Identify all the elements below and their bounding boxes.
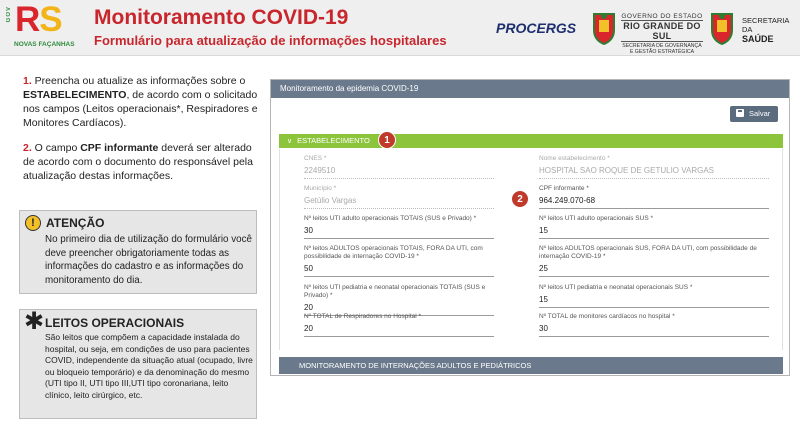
uti-pediatria-sus-input[interactable]: Nº leitos UTI pediatria e neonatal operacionais SUS * 15: [539, 284, 769, 308]
step-1-badge: 1: [378, 131, 396, 149]
step-2-badge: 2: [511, 190, 529, 208]
government-logo-text: GOVERNO DO ESTADO RIO GRANDE DO SUL SECRETARIA DE GOVERNANÇA E GESTÃO ESTRATÉGICA: [621, 13, 703, 55]
state-crest-icon: [590, 10, 618, 46]
asterisk-icon: ✱: [24, 308, 45, 335]
section-monitoramento-internacoes[interactable]: MONITORAMENTO DE INTERNAÇÕES ADULTOS E PEDIÁTRICOS: [279, 357, 783, 374]
section-estabelecimento[interactable]: ∨ ESTABELECIMENTO: [279, 134, 783, 148]
leitos-info-box: [19, 309, 257, 419]
uti-adulto-totais-input[interactable]: Nº leitos UTI adulto operacionais TOTAIS (SUS e Privado) * 30: [304, 215, 494, 239]
chevron-down-icon: ∨: [287, 138, 293, 145]
page-subtitle: Formulário para atualização de informações hospitalares: [94, 33, 447, 48]
save-icon: [736, 109, 744, 117]
logo-subtitle: NOVAS FAÇANHAS: [14, 41, 75, 48]
page-title: Monitoramento COVID-19: [94, 6, 349, 29]
leitos-text: São leitos que compõem a capacidade instalada do hospital, ou seja, em condições de uso para pacientes COVID, independente da situação atual (ocupado, livre ou bloqueio temporário) e da denominação do mesmo (UTI tipo II, UTI tipo III,UTI tipo coronariana, leito clínico, leito cirúrgico, etc.: [45, 332, 253, 400]
warning-icon: !: [25, 215, 41, 231]
municipio-field: Município * Getúlio Vargas: [304, 185, 494, 209]
logo-gov-text: GOV: [6, 6, 12, 23]
page-header: [0, 0, 800, 56]
save-button[interactable]: Salvar: [730, 106, 778, 122]
procergs-logo: PROCERGS: [496, 20, 577, 36]
nome-estabelecimento-field: Nome estabelecimento * HOSPITAL SAO ROQUE DE GETULIO VARGAS: [539, 155, 769, 179]
instructions: [23, 74, 263, 194]
uti-adulto-sus-input[interactable]: Nº leitos UTI adulto operacionais SUS * 15: [539, 215, 769, 239]
instruction-step-2: 2. O campo CPF informante deverá ser alterado de acordo com o documento do responsável pela atualização destas informações.: [23, 142, 253, 182]
attention-box: [19, 210, 257, 294]
estabelecimento-fields: [279, 149, 783, 350]
health-crest-icon: [708, 10, 736, 46]
form-panel: [270, 79, 790, 376]
cpf-informante-input[interactable]: CPF informante * 964.249.070-68: [539, 185, 769, 209]
health-secretariat-text: SECRETARIA DA SAÚDE: [742, 16, 789, 44]
instruction-step-1: 1. Preencha ou atualize as informações sobre o ESTABELECIMENTO, de acordo com o solicitado nos campos (Leitos operacionais*, Respiradores e Monitores Cardíacos).: [23, 75, 258, 129]
adultos-totais-input[interactable]: Nº leitos ADULTOS operacionais TOTAIS, FORA DA UTI, com possibilidade de internação COVID-19 * 50: [304, 245, 494, 277]
attention-title: ATENÇÃO: [46, 216, 105, 230]
logo-rs-text: RS: [15, 0, 62, 39]
attention-text: No primeiro dia de utilização do formulário você deve preencher obrigatoriamente todas as informações do cadastro e as informações do monitoramento do dia.: [45, 234, 252, 286]
cnes-field: CNES * 2249510: [304, 155, 494, 179]
uti-pediatria-totais-input[interactable]: Nº leitos UTI pediatria e neonatal operacionais TOTAIS (SUS e Privado) * 20: [304, 284, 494, 316]
adultos-sus-input[interactable]: Nº leitos ADULTOS operacionais SUS, FORA DA UTI, com possibilidade de internação COVID-19 * 25: [539, 245, 769, 277]
monitores-input[interactable]: Nº TOTAL de monitores cardíacos no hospital * 30: [539, 313, 769, 337]
leitos-title: LEITOS OPERACIONAIS: [45, 316, 185, 330]
respiradores-input[interactable]: Nº TOTAL de Respiradores no Hospital * 20: [304, 313, 494, 337]
rs-logo: [6, 0, 76, 52]
panel-header: Monitoramento da epidemia COVID-19: [271, 80, 789, 98]
